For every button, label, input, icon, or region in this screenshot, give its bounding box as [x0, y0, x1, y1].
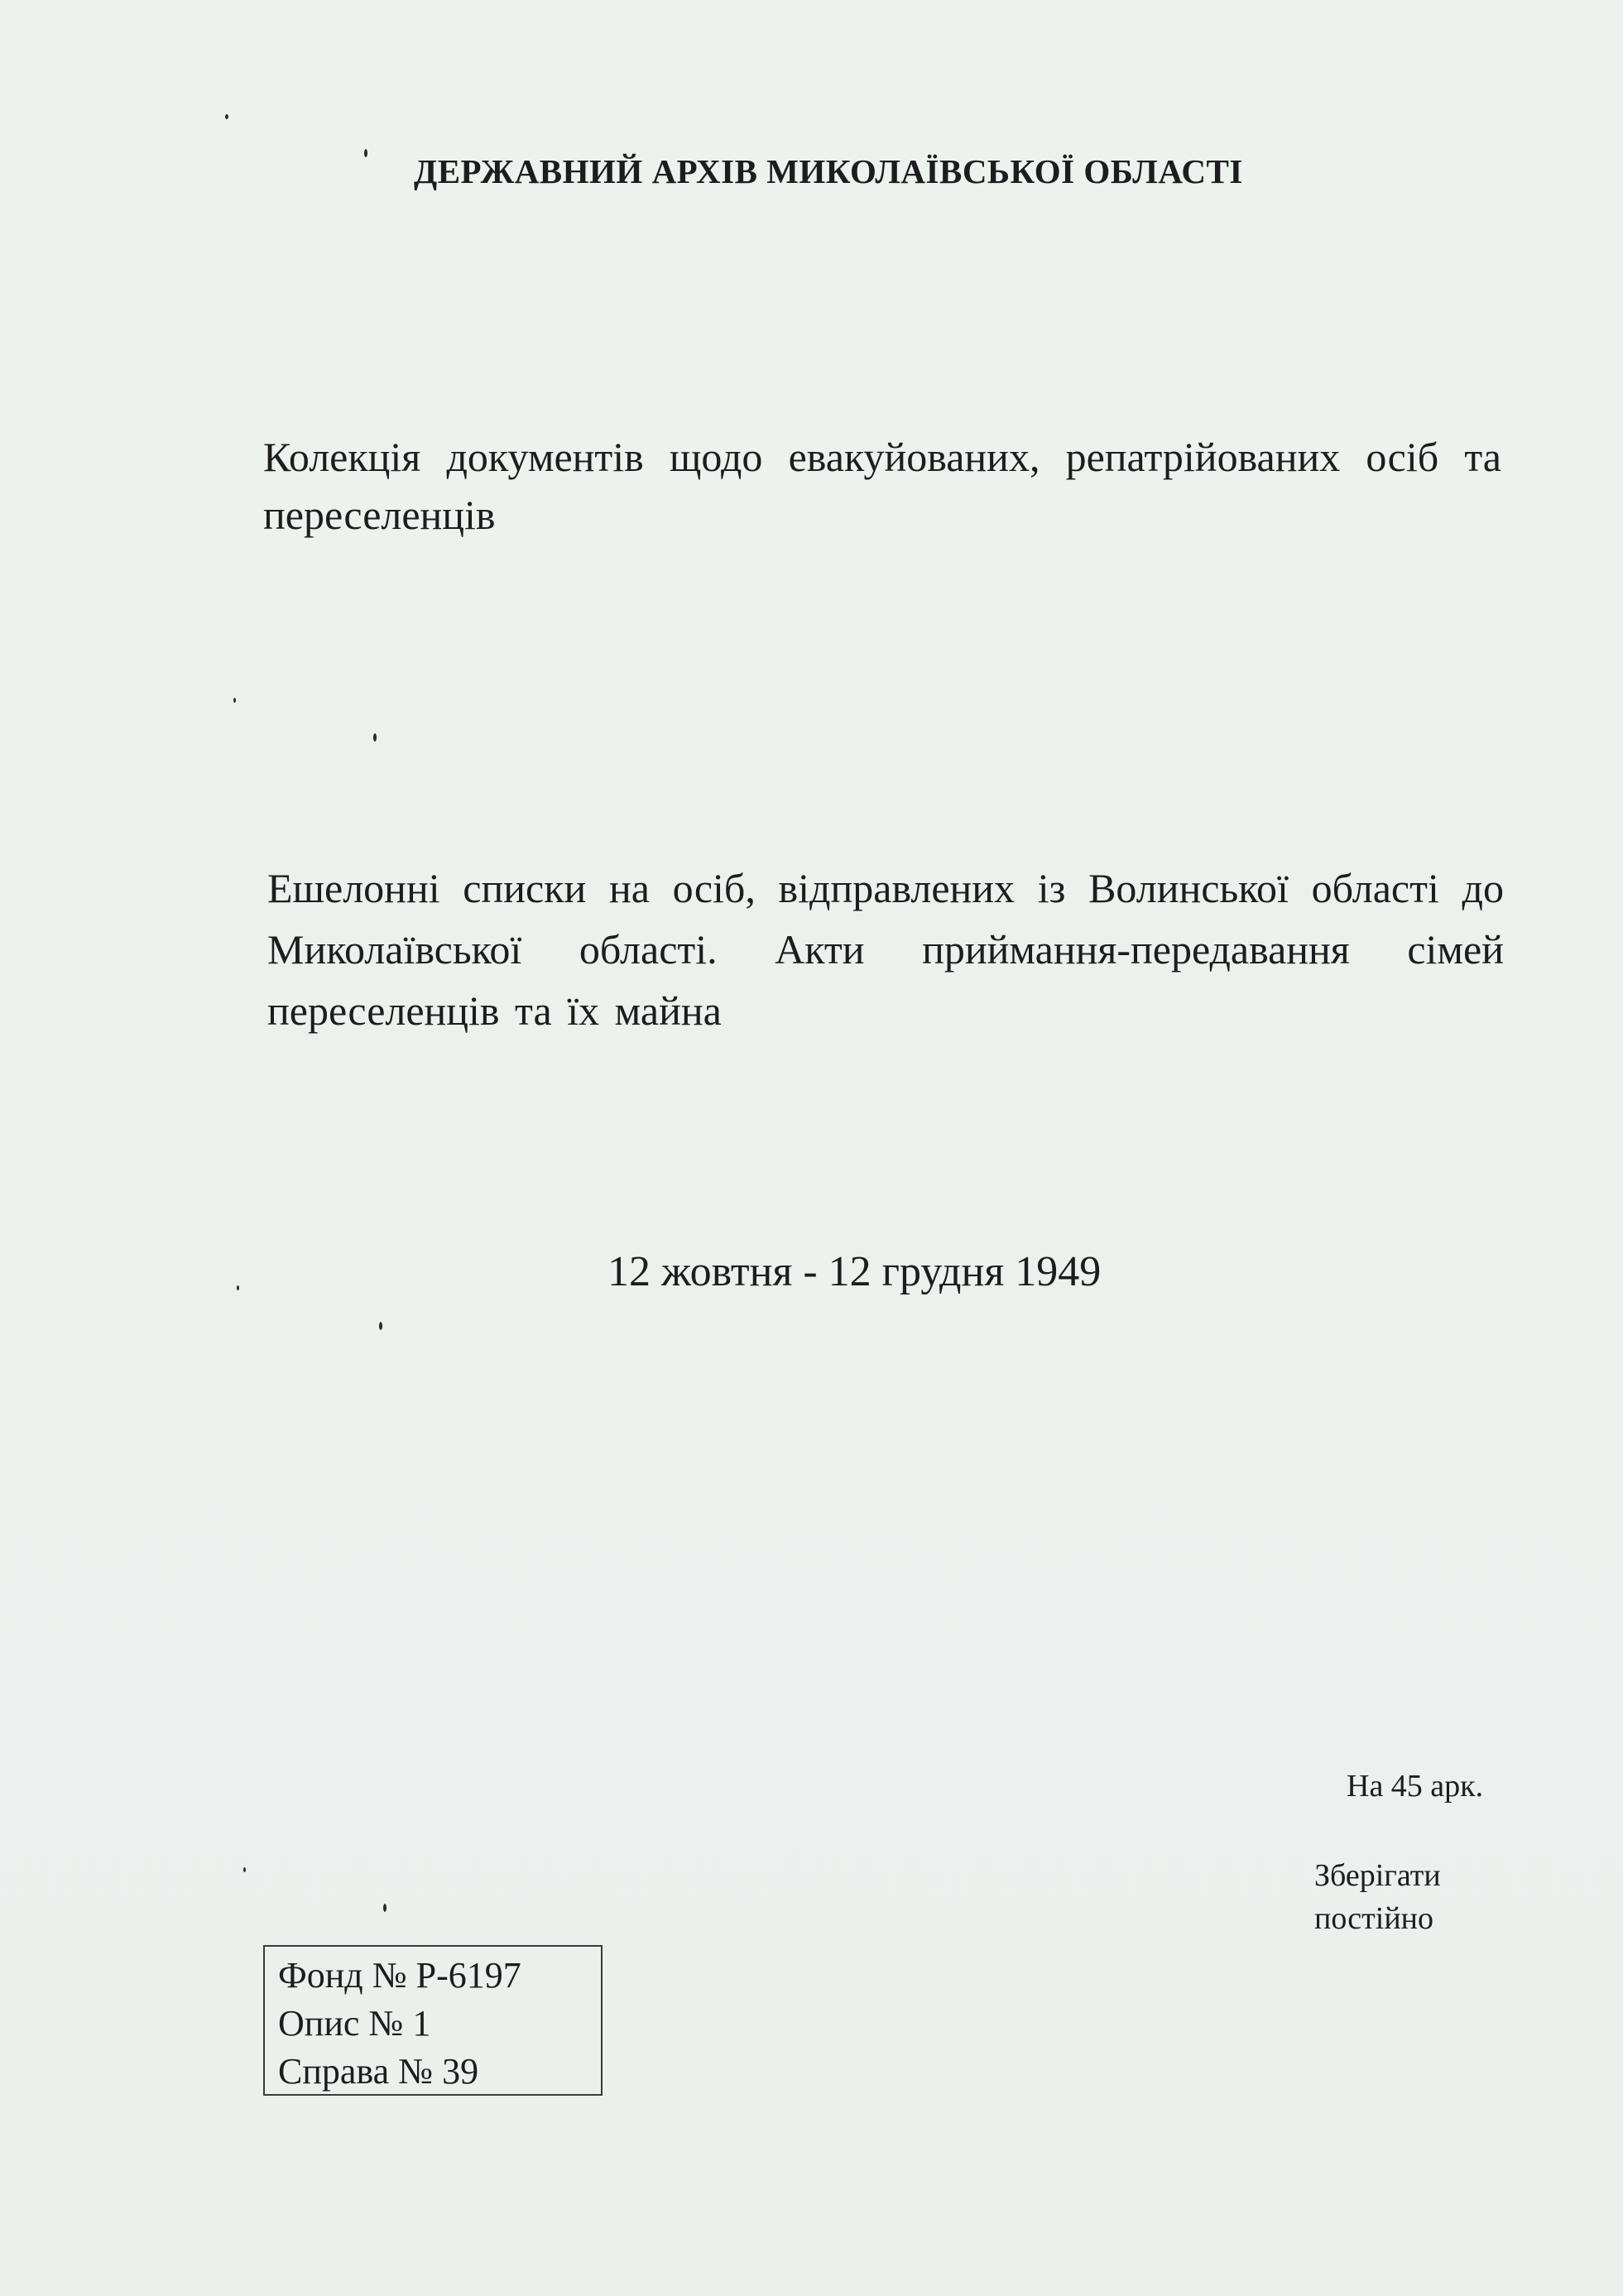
archive-name: ДЕРЖАВНИЙ АРХІВ МИКОЛАЇВСЬКОЇ ОБЛАСТІ	[414, 152, 1243, 190]
ink-speck	[237, 1285, 239, 1290]
ink-speck	[225, 114, 228, 119]
retention-line-1: Зберігати	[1314, 1858, 1441, 1893]
archive-reference-box	[263, 1945, 603, 2096]
retention-note	[1314, 1854, 1441, 1940]
ink-speck	[243, 1867, 246, 1872]
ink-speck	[383, 1904, 387, 1912]
case-title: Ешелонні списки на осіб, відправлених із Волинської області до Миколаївської області. Акти приймання-передавання сімей переселенців та їх майна	[267, 865, 1504, 1034]
ink-speck	[373, 733, 377, 742]
ink-speck	[379, 1322, 382, 1330]
ink-speck	[233, 698, 236, 703]
sheet-count: На 45 арк.	[1347, 1769, 1484, 1804]
sprava-number: Справа № 39	[278, 2051, 479, 2092]
retention-line-2: постійно	[1314, 1901, 1433, 1936]
opys-number: Опис № 1	[278, 2003, 431, 2044]
fond-number: Фонд № Р-6197	[278, 1955, 521, 1996]
ink-speck	[364, 149, 367, 157]
date-range: 12 жовтня - 12 грудня 1949	[607, 1248, 1102, 1295]
collection-title: Колекція документів щодо евакуйованих, репатрійованих осіб та переселенців	[263, 434, 1501, 538]
